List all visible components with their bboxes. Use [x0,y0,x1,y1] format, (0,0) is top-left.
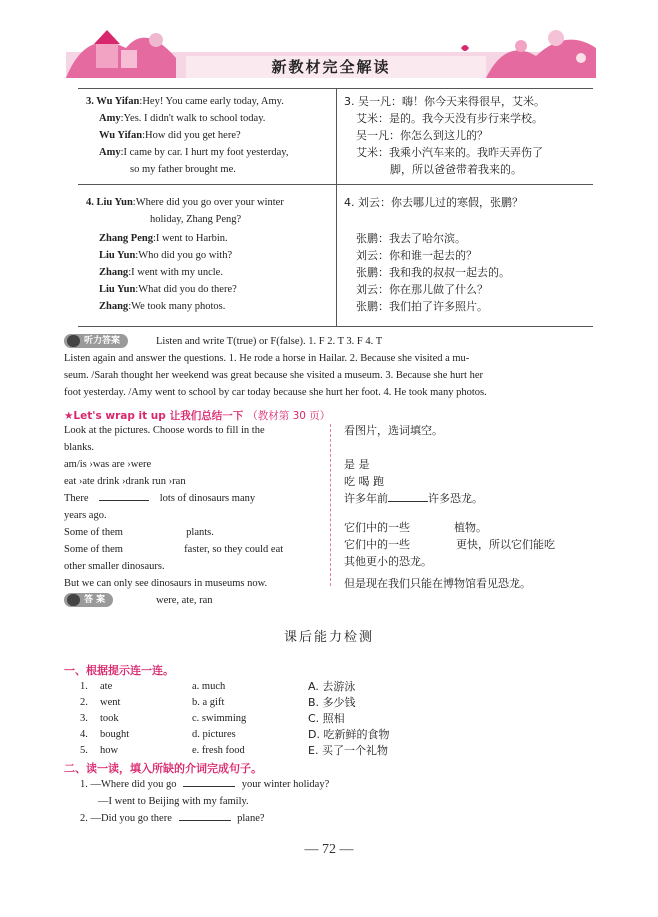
col-c: C. 照相 [308,712,345,725]
line: How did you get here? [145,130,241,141]
wrap-title-en: ★Let's wrap it up [64,410,166,422]
col-c: B. 多少钱 [308,696,356,709]
line: 张鹏：我们拍了许多照片。 [356,300,488,313]
num: 5. [80,745,88,756]
num: 4. [80,729,88,740]
line: am/is ›was are ›were [64,459,152,470]
col-a: took [100,713,119,724]
line: 艾米：我乘小汽车来的。我昨天弄伤了 [356,146,543,159]
line: other smaller dinosaurs. [64,561,165,572]
line: 刘云：你在那儿做了什么？ [356,283,488,296]
answer-blank[interactable] [183,786,235,787]
list-item [80,728,560,742]
line: 但是现在我们只能在博物馆看见恐龙。 [344,577,531,590]
num: 3. [80,713,88,724]
col-b: e. fresh food [192,745,245,756]
badge-label: 答 案 [84,595,106,605]
text: There [64,493,89,504]
line: so my father brought me. [130,164,236,175]
header-title: 新教材完全解读 [271,58,391,76]
q2-line2: —I went to Beijing with my family. [98,796,249,807]
text: 许多年前 [344,492,388,505]
line: I went to Harbin. [155,233,228,244]
header-banner [66,18,596,78]
q1-title: 一、根据提示连一连。 [64,664,174,677]
col-c: D. 吃新鲜的食物 [308,728,390,741]
speaker: Zhang Peng [99,233,153,244]
col-b: d. pictures [192,729,236,740]
line: 张鹏：我和我的叔叔一起去的。 [356,266,510,279]
section-title: 课后能力检测 [283,630,374,645]
line: 看图片，选词填空。 [344,424,443,437]
line: 吃 喝 跑 [344,475,384,488]
line: Look at the pictures. Choose words to fill in the [64,425,265,436]
line: 4. 刘云：你去哪儿过的寒假，张鹏？ [344,196,523,209]
col-a: ate [100,681,113,692]
col-c: A. 去游泳 [308,680,356,693]
line: 艾米：是的。我今天没有步行来学校。 [356,112,543,125]
line: 刘云：你和谁一起去的？ [356,249,477,262]
speaker: Amy [99,113,121,124]
line: holiday, Zhang Peng? [150,214,242,225]
speaker: Liu Yun [99,284,136,295]
num: 1. [80,681,88,692]
line: years ago. [64,510,107,521]
speaker: 3. Wu Yifan [86,96,140,107]
wrap-title-cn: 让我们总结一下 [169,410,244,422]
listening-badge [64,334,128,348]
text: plane? [237,813,265,824]
line: What did you do there? [138,284,237,295]
line: 是 是 [344,458,370,471]
answer-badge [64,593,113,607]
list-item [80,696,560,710]
speaker: Amy [99,147,121,158]
wrap-ref: （教材第 30 页） [247,410,331,422]
text: 1. —Where did you go [80,779,177,790]
page-number: — 72 — [304,842,354,857]
list-item [80,744,560,758]
badge-label: 听力答案 [84,336,121,346]
q2-line1 [80,778,329,792]
col-c: E. 买了一个礼物 [308,744,388,757]
text: 许多恐龙。 [428,492,483,505]
text: faster, so they could eat [184,544,284,555]
speaker: Liu Yun [99,250,136,261]
col-a: how [100,745,119,756]
answer-blank[interactable] [388,501,428,502]
text: 植物。 [454,521,487,534]
speaker: Zhang [99,267,129,278]
line: 张鹏：我去了哈尔滨。 [356,232,466,245]
line: I went with my uncle. [131,267,223,278]
text: 更快，所以它们能吃 [456,538,555,551]
wrap-title [64,406,330,424]
col-a: went [100,697,121,708]
text: Some of them [64,544,123,555]
line: 吴一凡：你怎么到这儿的？ [356,129,488,142]
text: 它们中的一些 [344,538,410,551]
text: 它们中的一些 [344,521,410,534]
q2-line3 [80,812,265,826]
line: But we can only see dinosaurs in museums now. [64,578,268,589]
line: 其他更小的恐龙。 [344,555,432,568]
line: Where did you go over your winter [135,197,284,208]
speaker: Wu Yifan [99,130,143,141]
line: seum. /Sarah thought her weekend was great because she visited a museum. 3. Because she hurt her [64,370,483,381]
list-item [80,712,560,726]
text: your winter holiday? [241,779,330,790]
col-b: b. a gift [192,697,225,708]
answer-blank[interactable] [99,500,149,501]
listening-line1: Listen and write T(true) or F(false). 1. F 2. T 3. F 4. T [156,336,383,347]
col-b: c. swimming [192,713,247,724]
answer-blank[interactable] [179,820,231,821]
line: blanks. [64,442,95,453]
headphones-icon [67,335,80,347]
line: Hey! You came early today, Amy. [142,96,284,107]
line: Yes. I didn't walk to school today. [123,113,266,124]
text: Some of them [64,527,123,538]
text: plants. [186,527,214,538]
num: 2. [80,697,88,708]
text: lots of dinosaurs many [159,493,256,504]
line: 3. 吴一凡：嗨！你今天来得很早，艾米。 [344,95,545,108]
line: I came by car. I hurt my foot yesterday, [123,147,289,158]
col-a: bought [100,729,130,740]
line: Listen again and answer the questions. 1. He rode a horse in Hailar. 2. Because she visited a mu- [64,353,470,364]
answer-icon [67,594,80,606]
q2-title: 二、读一读，填入所缺的介词完成句子。 [64,762,262,775]
list-item [80,680,560,694]
speaker: 4. Liu Yun [86,197,133,208]
wrap-answer: were, ate, ran [156,595,213,606]
line: We took many photos. [131,301,226,312]
line: foot yesterday. /Amy went to school by car today because she hurt her foot. 4. He took many photos. [64,387,487,398]
col-b: a. much [192,681,226,692]
line: 脚，所以爸爸带着我来的。 [390,163,522,176]
line: Who did you go with? [138,250,233,261]
line: eat ›ate drink ›drank run ›ran [64,476,186,487]
speaker: Zhang [99,301,129,312]
text: 2. —Did you go there [80,813,172,824]
